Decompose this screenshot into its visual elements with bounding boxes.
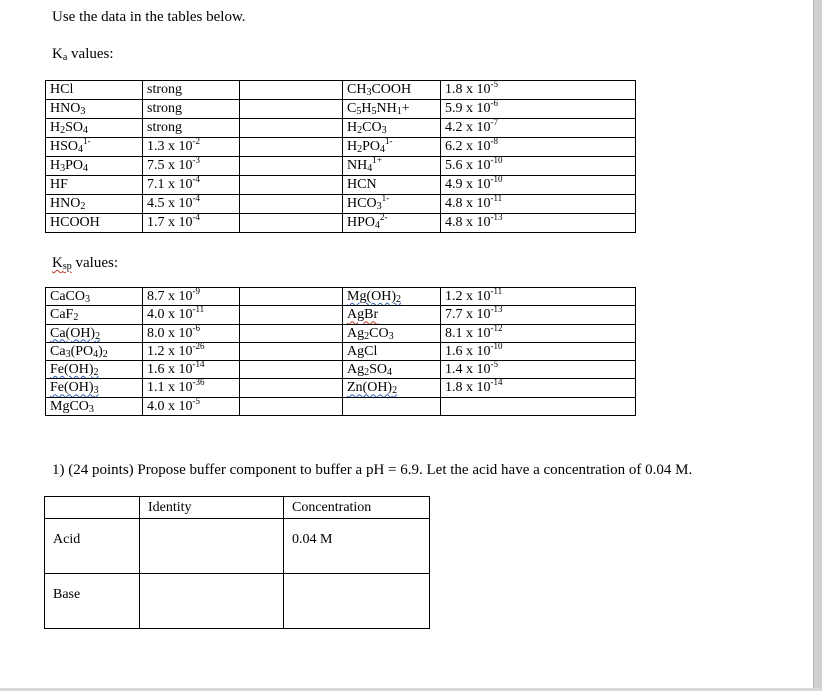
answer-header-row	[45, 497, 430, 519]
ksp-heading-text: $K_{sp}$ values:	[52, 255, 118, 272]
formula-cell-left: $Fe(OH)_2$	[46, 361, 143, 379]
answer-row-acid	[45, 519, 430, 574]
answer-header-concentration: Concentration	[284, 497, 430, 519]
answer-row-label: Acid	[45, 519, 140, 574]
ka-table-row	[46, 214, 636, 233]
answer-row-label: Base	[45, 574, 140, 629]
formula-cell-left: $HNO_3$	[46, 100, 143, 119]
formula-cell-right: $Mg(OH)_2$	[343, 288, 441, 306]
ksp-table-row	[46, 361, 636, 379]
blank-cell	[240, 157, 343, 176]
value-cell-left: 1.1 x $10^{-36}$	[143, 379, 240, 397]
ksp-heading	[52, 255, 118, 272]
ka-table-row	[46, 138, 636, 157]
value-cell-right: 1.6 x $10^{-10}$	[441, 342, 636, 360]
formula-cell-left: CaF$_2$	[46, 306, 143, 324]
ka-table-row	[46, 119, 636, 138]
value-cell-right: 4.9 x $10^{-10}$	[441, 176, 636, 195]
value-cell-left: 4.5 x $10^{-4}$	[143, 195, 240, 214]
answer-identity-cell[interactable]	[140, 574, 284, 629]
ka-table-row	[46, 157, 636, 176]
intro-text: Use the data in the tables below.	[52, 9, 246, 25]
value-cell-left: 4.0 x $10^{-5}$	[143, 397, 240, 415]
value-cell-left: 1.2 x $10^{-26}$	[143, 342, 240, 360]
value-cell-right: 8.1 x $10^{-12}$	[441, 324, 636, 342]
formula-cell-right	[343, 397, 441, 415]
blank-cell	[240, 306, 343, 324]
formula-cell-left: HF	[46, 176, 143, 195]
formula-cell-left: HCl	[46, 81, 143, 100]
ka-table-row	[46, 176, 636, 195]
formula-cell-right: $HCO_3^{1-}$	[343, 195, 441, 214]
blank-cell	[240, 100, 343, 119]
value-cell-left: 8.0 x $10^{-6}$	[143, 324, 240, 342]
formula-cell-left: $H_2SO_4$	[46, 119, 143, 138]
blank-cell	[240, 176, 343, 195]
value-cell-left: strong	[143, 119, 240, 138]
value-cell-left: strong	[143, 81, 240, 100]
answer-identity-cell[interactable]	[140, 519, 284, 574]
value-cell-right: 1.2 x $10^{-11}$	[441, 288, 636, 306]
blank-cell	[240, 379, 343, 397]
ksp-table-row	[46, 324, 636, 342]
value-cell-left: 7.5 x $10^{-3}$	[143, 157, 240, 176]
formula-cell-left: $Fe(OH)_3$	[46, 379, 143, 397]
blank-cell	[240, 397, 343, 415]
ka-values-table	[45, 80, 636, 233]
answer-header-blank	[45, 497, 140, 519]
blank-cell	[240, 119, 343, 138]
value-cell-left: 8.7 x $10^{-9}$	[143, 288, 240, 306]
formula-cell-right: $C_5H_5NH_1+$	[343, 100, 441, 119]
formula-cell-left: $HSO_4^{1-}$	[46, 138, 143, 157]
value-cell-left: 4.0 x $10^{-11}$	[143, 306, 240, 324]
value-cell-left: 1.6 x $10^{-14}$	[143, 361, 240, 379]
ksp-table-row	[46, 306, 636, 324]
formula-cell-right: $HPO_4^{2-}$	[343, 214, 441, 233]
formula-cell-left: $H_3PO_4$	[46, 157, 143, 176]
formula-cell-right: HCN	[343, 176, 441, 195]
blank-cell	[240, 288, 343, 306]
formula-cell-left: $Ca_3(PO_4)_2$	[46, 342, 143, 360]
value-cell-right: 1.8 x $10^{-14}$	[441, 379, 636, 397]
window-edge-right	[813, 0, 822, 691]
blank-cell	[240, 195, 343, 214]
buffer-answer-table	[44, 496, 430, 629]
formula-cell-right: $Ag_2SO_4$	[343, 361, 441, 379]
value-cell-left: 1.3 x $10^{-2}$	[143, 138, 240, 157]
ksp-table-row	[46, 379, 636, 397]
formula-cell-left: $HNO_2$	[46, 195, 143, 214]
value-cell-right: 5.6 x $10^{-10}$	[441, 157, 636, 176]
value-cell-right: 4.8 x $10^{-13}$	[441, 214, 636, 233]
formula-cell-right: $H_2PO_4^{1-}$	[343, 138, 441, 157]
value-cell-right: 4.8 x $10^{-11}$	[441, 195, 636, 214]
value-cell-right: 5.9 x $10^{-6}$	[441, 100, 636, 119]
ksp-values-table	[45, 287, 636, 416]
ka-heading-text: $K_a$ values:	[52, 46, 114, 63]
answer-concentration-cell[interactable]: 0.04 M	[284, 519, 430, 574]
value-cell-right: 4.2 x $10^{-7}$	[441, 119, 636, 138]
formula-cell-left: CaCO$_3$	[46, 288, 143, 306]
blank-cell	[240, 81, 343, 100]
blank-cell	[240, 361, 343, 379]
ka-table-row	[46, 195, 636, 214]
answer-row-base	[45, 574, 430, 629]
ksp-table-row	[46, 397, 636, 415]
formula-cell-right: $Zn(OH)_2$	[343, 379, 441, 397]
formula-cell-right: $Ag_2CO_3$	[343, 324, 441, 342]
formula-cell-right: $H_2CO_3$	[343, 119, 441, 138]
value-cell-left: 7.1 x $10^{-4}$	[143, 176, 240, 195]
value-cell-right	[441, 397, 636, 415]
value-cell-right: 1.8 x $10^{-5}$	[441, 81, 636, 100]
ksp-table-row	[46, 342, 636, 360]
ksp-table-row	[46, 288, 636, 306]
formula-cell-left: HCOOH	[46, 214, 143, 233]
formula-cell-right: AgCl	[343, 342, 441, 360]
blank-cell	[240, 138, 343, 157]
formula-cell-right: $CH_3COOH$	[343, 81, 441, 100]
value-cell-left: strong	[143, 100, 240, 119]
ka-table-row	[46, 100, 636, 119]
blank-cell	[240, 342, 343, 360]
formula-cell-left: MgCO$_3$	[46, 397, 143, 415]
formula-cell-right: $NH_4^{1+}$	[343, 157, 441, 176]
value-cell-right: 1.4 x $10^{-5}$	[441, 361, 636, 379]
ka-table-row	[46, 81, 636, 100]
blank-cell	[240, 214, 343, 233]
answer-header-identity: Identity	[140, 497, 284, 519]
value-cell-right: 6.2 x $10^{-8}$	[441, 138, 636, 157]
question-text: 1) (24 points) Propose buffer component to buffer a pH = 6.9. Let the acid have a concentration of 0.04 M.	[52, 462, 693, 478]
formula-cell-left: $Ca(OH)_2$	[46, 324, 143, 342]
answer-concentration-cell[interactable]	[284, 574, 430, 629]
value-cell-left: 1.7 x $10^{-4}$	[143, 214, 240, 233]
formula-cell-right: AgBr	[343, 306, 441, 324]
ka-heading	[52, 46, 114, 63]
value-cell-right: 7.7 x $10^{-13}$	[441, 306, 636, 324]
blank-cell	[240, 324, 343, 342]
